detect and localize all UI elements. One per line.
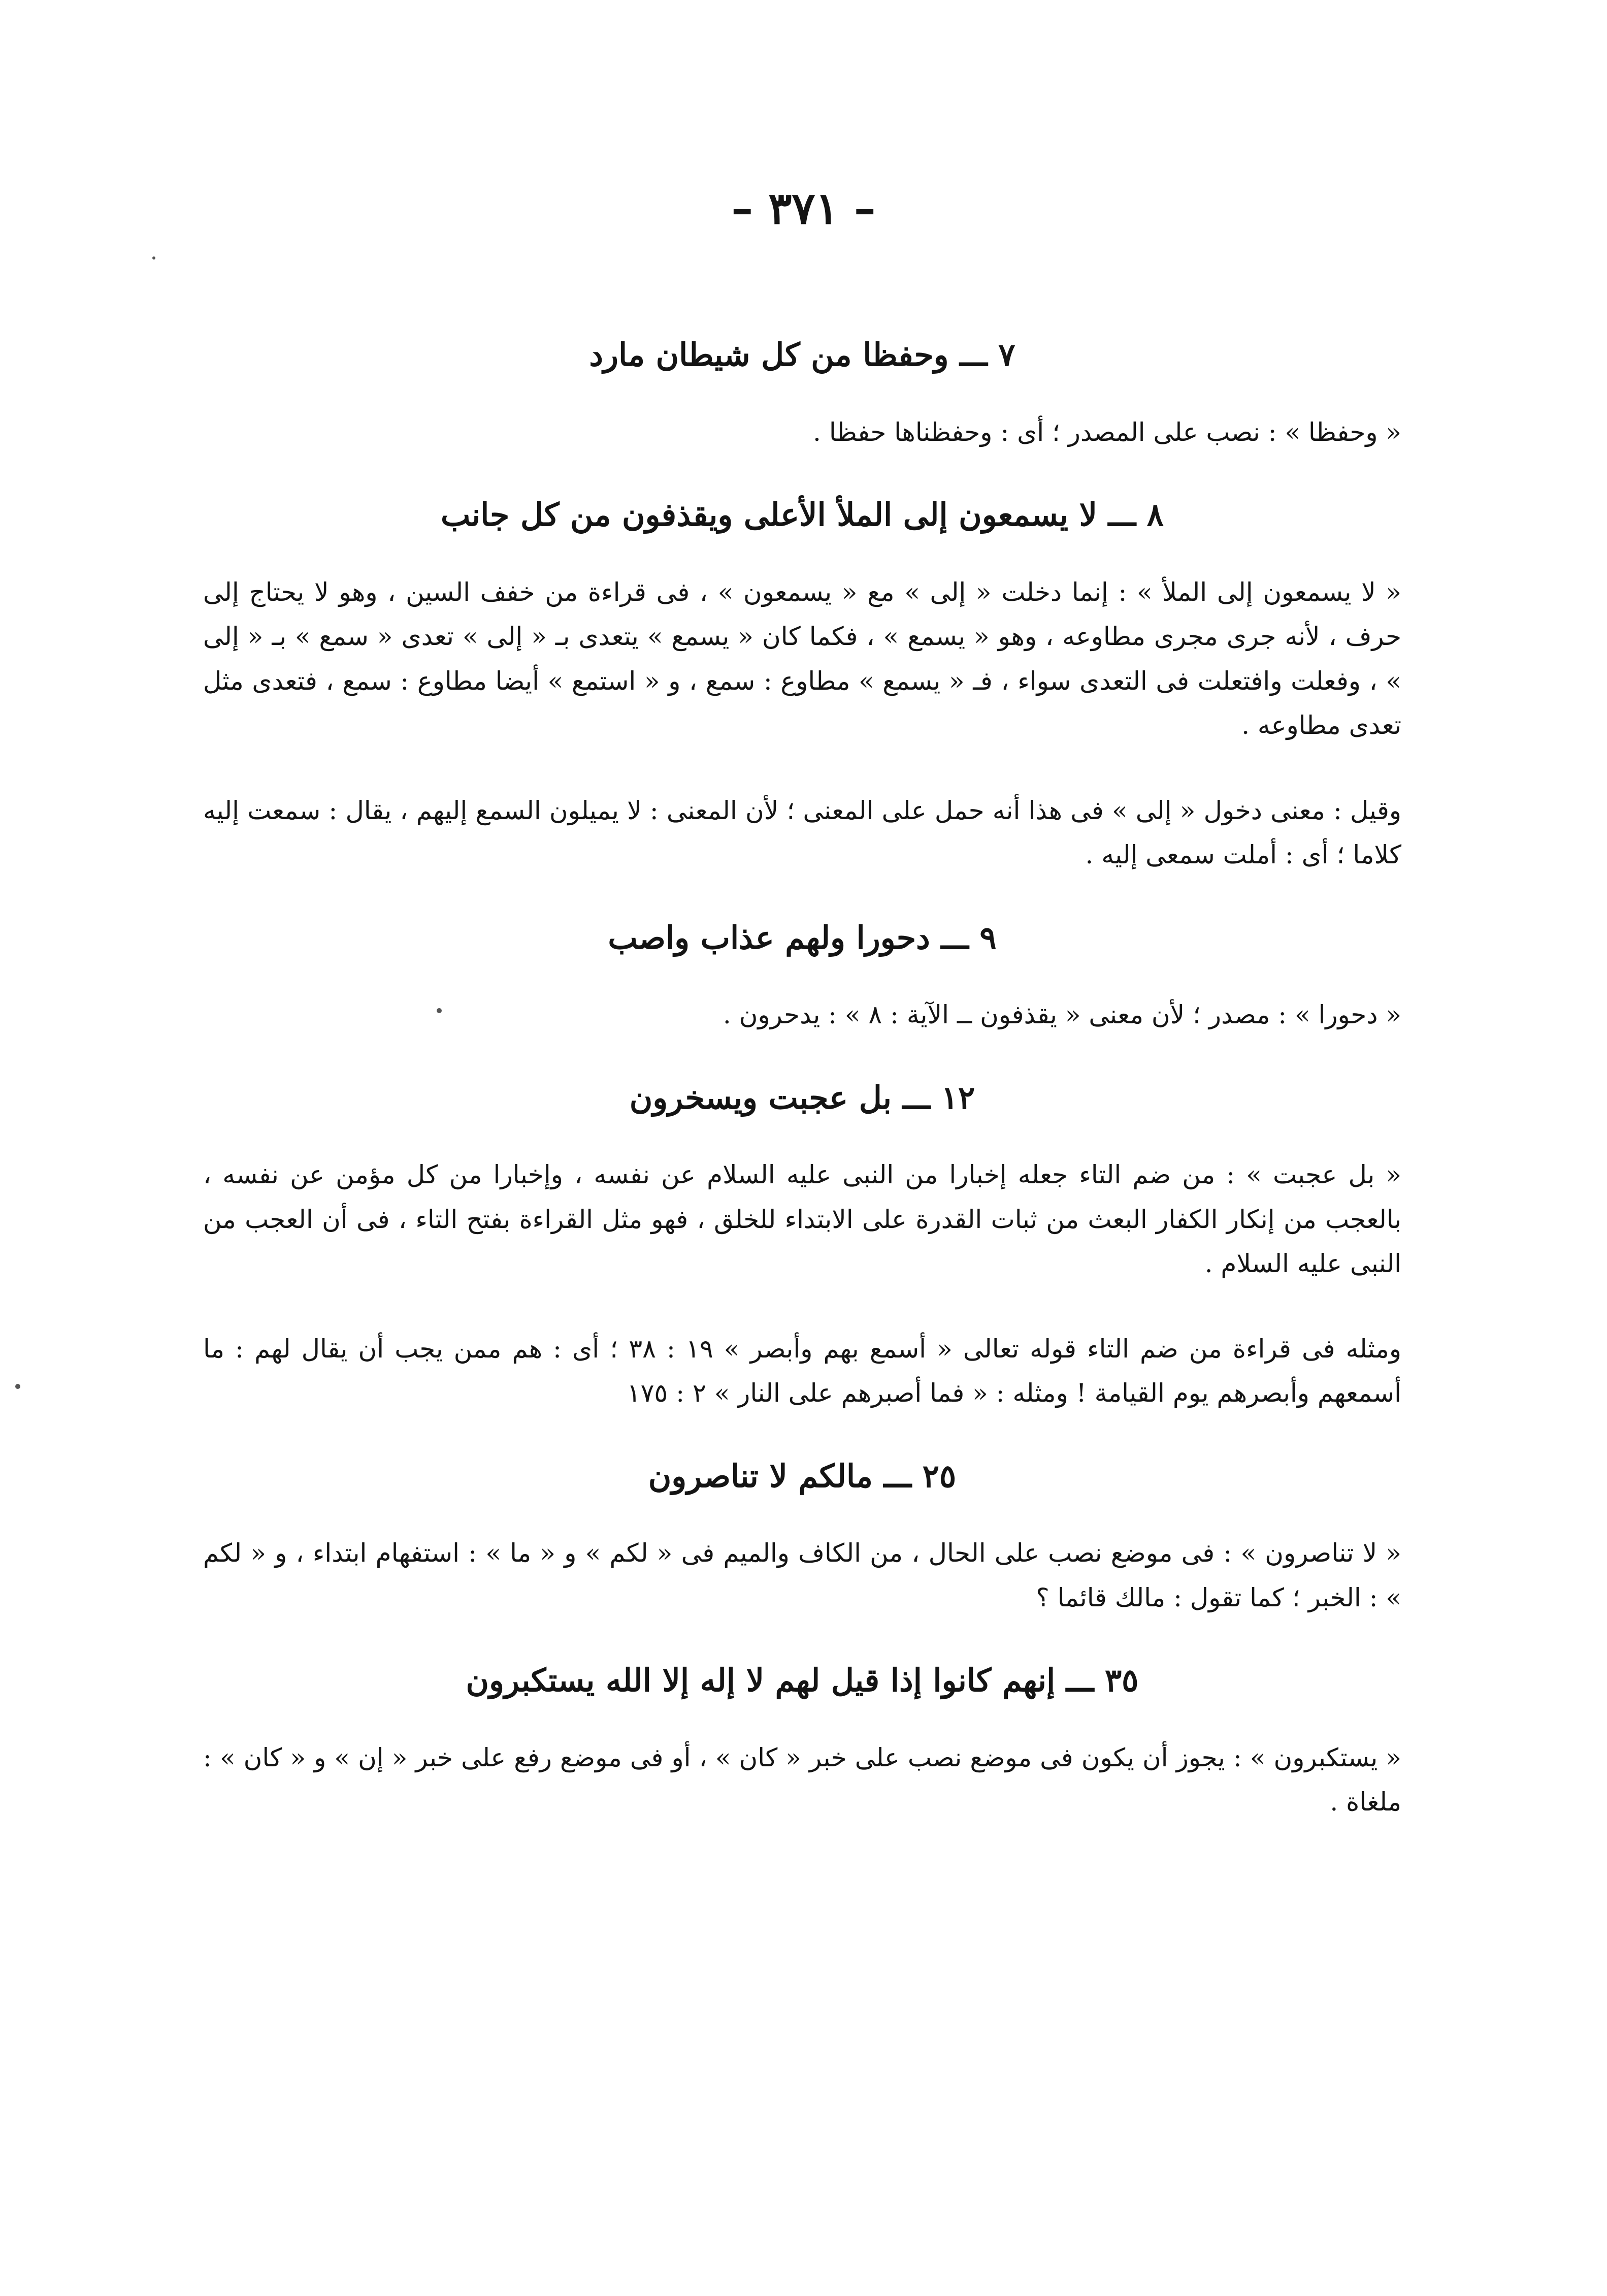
verse-heading: ١٢ ـــ بل عجبت ويسخرون — [629, 1079, 975, 1116]
commentary-paragraph: « وحفظا » : نصب على المصدر ؛ أى : وحفظناها حفظا . — [813, 417, 1401, 447]
verse-heading: ٢٥ ـــ مالكم لا تناصرون — [648, 1457, 957, 1495]
verse-heading: ٨ ـــ لا يسمعون إلى الملأ الأعلى ويقذفون من كل جانب — [441, 496, 1164, 533]
scan-speck — [152, 256, 155, 260]
commentary-paragraph: « يستكبرون » : يجوز أن يكون فى موضع نصب على خبر « كان » ، أو فى موضع رفع على خبر « إن » و « كان » : ملغاة . — [203, 1742, 1401, 1817]
commentary-paragraph: « بل عجبت » : من ضم التاء جعله إخبارا من النبى عليه السلام عن نفسه ، وإخبارا من كل مؤمن عن نفسه ، بالعجب من إنكار الكفار البعث من ثبات القدرة على الابتداء للخلق ، فهو مثل القراءة بفتح التاء ، فى أن العجب من النبى عليه السلام . — [203, 1160, 1401, 1278]
verse-heading: ٩ ـــ دحورا ولهم عذاب واصب — [608, 919, 997, 956]
commentary-paragraph: ومثله فى قراءة من ضم التاء قوله تعالى « أسمع بهم وأبصر » ١٩ : ٣٨ ؛ أى : هم ممن يجب أن يقال لهم : ما أسمعهم وأبصرهم يوم القيامة ! ومثله : « فما أصبرهم على النار » ٢ : ١٧٥ — [203, 1334, 1401, 1408]
commentary-paragraph: وقيل : معنى دخول « إلى » فى هذا أنه حمل على المعنى ؛ لأن المعنى : لا يميلون السمع إليهم ، يقال : سمعت إليه كلاما ؛ أى : أملت سمعى إليه . — [203, 795, 1401, 869]
scan-speck — [15, 1384, 20, 1389]
verse-heading: ٣٥ ـــ إنهم كانوا إذا قيل لهم لا إله إلا الله يستكبرون — [466, 1662, 1139, 1699]
page-body — [203, 335, 1401, 1865]
scan-speck — [437, 1008, 442, 1013]
commentary-paragraph: « لا يسمعون إلى الملأ » : إنما دخلت « إلى » مع « يسمعون » ، فى قراءة من خفف السين ، وهو لا يحتاج إلى حرف ، لأنه جرى مجرى مطاوعه ، وهو « يسمع » ، فكما كان « يسمع » يتعدى بـ « إلى » تعدى « سمع » بـ « إلى » ، وفعلت وافتعلت فى التعدى سواء ، فـ « يسمع » مطاوع : سمع ، و « استمع » أيضا مطاوع : سمع ، فتعدى مثل تعدى مطاوعه . — [203, 577, 1401, 740]
commentary-paragraph: « دحورا » : مصدر ؛ لأن معنى « يقذفون ــ الآية : ٨ » : يدحرون . — [723, 1000, 1401, 1029]
commentary-paragraph: « لا تناصرون » : فى موضع نصب على الحال ، من الكاف والميم فى « لكم » و « ما » : استفهام ابتداء ، و « لكم » : الخبر ؛ كما تقول : مالك قائما ؟ — [203, 1538, 1401, 1612]
verse-heading: ٧ ـــ وحفظا من كل شيطان مارد — [589, 336, 1015, 373]
page-number: – ٣٧١ – — [731, 183, 876, 234]
